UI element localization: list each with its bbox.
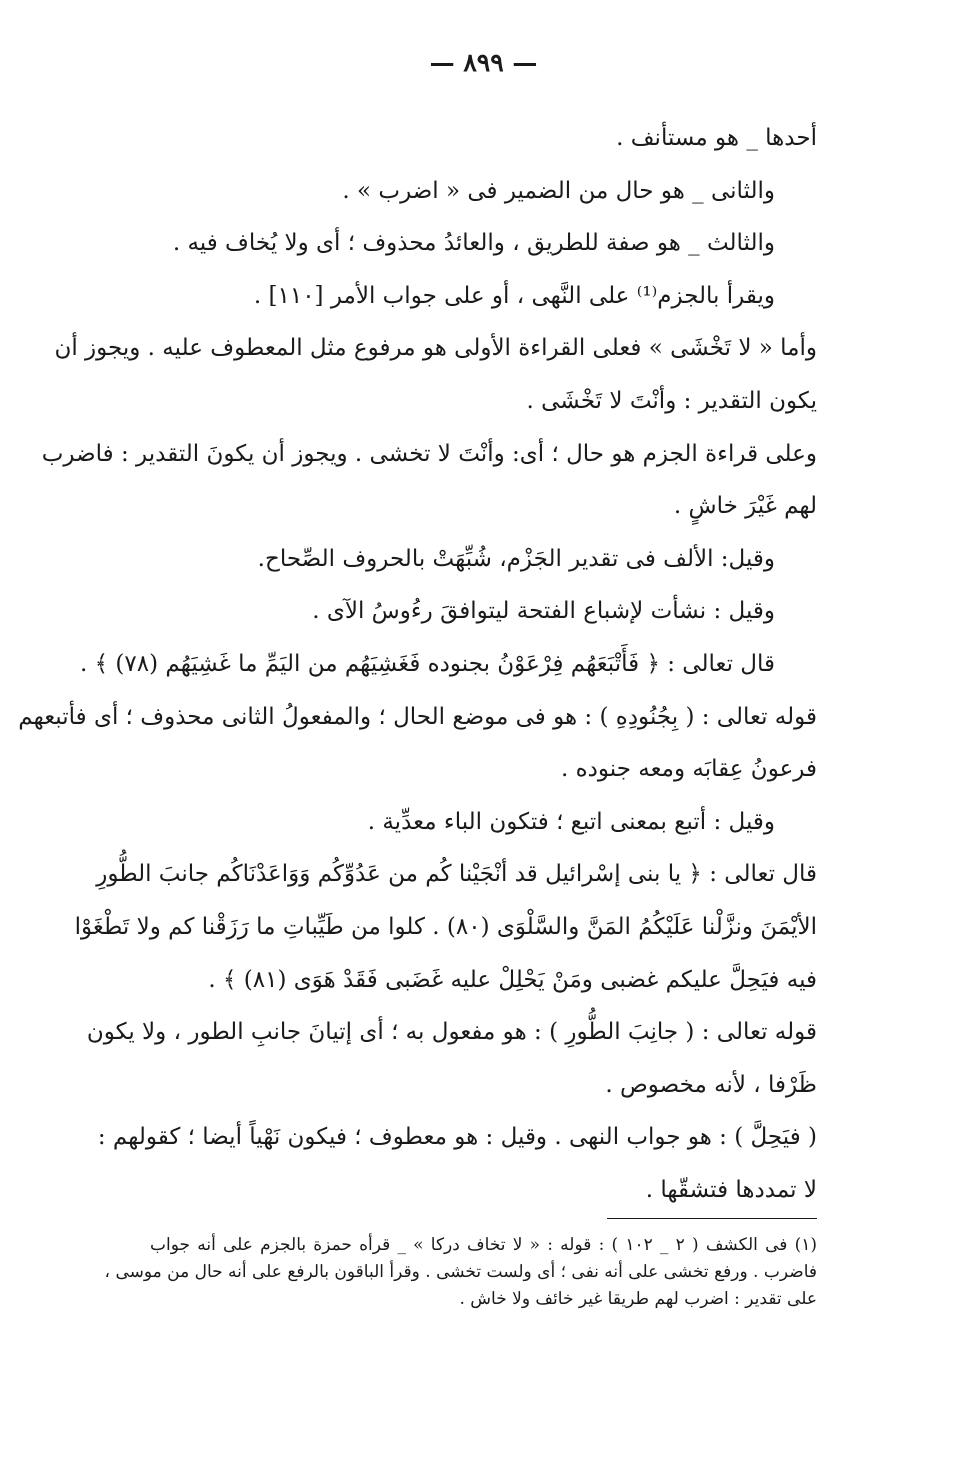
- text-line: قال تعالى : ﴿ فَأَتْبَعَهُم فِرْعَوْنُ بجنوده فَغَشِيَهُم من اليَمِّ ما غَشِيَهُم (٧٨) ﴾ .: [80, 650, 775, 677]
- text-line: الأيْمَنَ ونزَّلْنا عَلَيْكُمُ المَنَّ والسَّلْوَى (٨٠) . كلوا من طَيِّباتِ ما رَزَقْنا كم ولا تَطْغَوْا: [74, 913, 817, 940]
- text-line: فيه فيَحِلَّ عليكم غضبى ومَنْ يَحْلِلْ عليه غَضَبى فَقَدْ هَوَى (٨١) ﴾ .: [208, 966, 817, 993]
- text-line: وقيل : أتبع بمعنى اتبع ؛ فتكون الباء معدِّية .: [367, 808, 775, 835]
- footnotes: [104, 1232, 817, 1313]
- footnote-line: على تقدير : اضرب لهم طريقا غير خائف ولا خاش .: [459, 1289, 817, 1309]
- page-number: — ٨٩٩ —: [429, 48, 538, 77]
- text-line: لهم غَيْرَ خاشٍ .: [673, 493, 817, 520]
- footnote-line: (١) فى الكشف ( ٢ _ ١٠٢ ) : قوله : « لا تخاف دركا » _ قرأه حمزة بالجزم على أنه جواب: [150, 1235, 817, 1255]
- text-line: ويقرأ بالجزم⁽¹⁾ على النَّهى ، أو على جواب الأمر [١١٠] .: [253, 282, 775, 309]
- text-line: ظَرْفا ، لأنه مخصوص .: [605, 1071, 817, 1098]
- footnote-divider: [607, 1218, 817, 1219]
- text-line: وعلى قراءة الجزم هو حال ؛ أى: وأنْتَ لا تخشى . ويجوز أن يكونَ التقدير : فاضرب: [41, 440, 817, 467]
- text-line: وأما « لا تَخْشَى » فعلى القراءة الأولى هو مرفوع مثل المعطوف عليه . ويجوز أن: [54, 335, 817, 362]
- text-line: ( فيَحِلَّ ) : هو جواب النهى . وقيل : هو معطوف ؛ فيكون نَهْياً أيضا ؛ كقولهم :: [97, 1124, 817, 1151]
- text-line: والثانى _ هو حال من الضمير فى « اضرب » .: [342, 177, 775, 204]
- text-line: فرعونُ عِقابَه ومعه جنوده .: [560, 756, 817, 783]
- main-text: [18, 112, 817, 1216]
- text-line: قوله تعالى : ( بِجُنُودِهِ ) : هو فى موضع الحال ؛ والمفعولُ الثانى محذوف ؛ أى فأتبعهم: [18, 703, 817, 730]
- text-line: قوله تعالى : ( جانِبَ الطُّورِ ) : هو مفعول به ؛ أى إتيانَ جانبِ الطور ، ولا يكون: [86, 1019, 817, 1046]
- text-line: لا تمددها فتشقّها .: [645, 1176, 817, 1203]
- text-line: والثالث _ هو صفة للطريق ، والعائدُ محذوف ؛ أى ولا يُخاف فيه .: [172, 230, 775, 257]
- text-line: وقيل : نشأت لإشباع الفتحة ليتوافقَ رءُوسُ الآى .: [312, 598, 775, 625]
- text-line: قال تعالى : ﴿ يا بنى إسْرائيل قد أنْجَيْنا كُم من عَدُوِّكُم وَوَاعَدْنَاكُم جانبَ الطُّورِ: [96, 861, 817, 888]
- text-line: يكون التقدير : وأنْتَ لا تَخْشَى .: [526, 387, 817, 414]
- text-line: أحدها _ هو مستأنف .: [616, 125, 817, 151]
- text-line: وقيل: الألف فى تقدير الجَزْم، شُبِّهَتْ بالحروف الصِّحاح.: [257, 545, 775, 572]
- footnote-line: فاضرب . ورفع تخشى على أنه نفى ؛ أى ولست تخشى . وقرأ الباقون بالرفع على أنه حال من موسى ،: [104, 1262, 817, 1282]
